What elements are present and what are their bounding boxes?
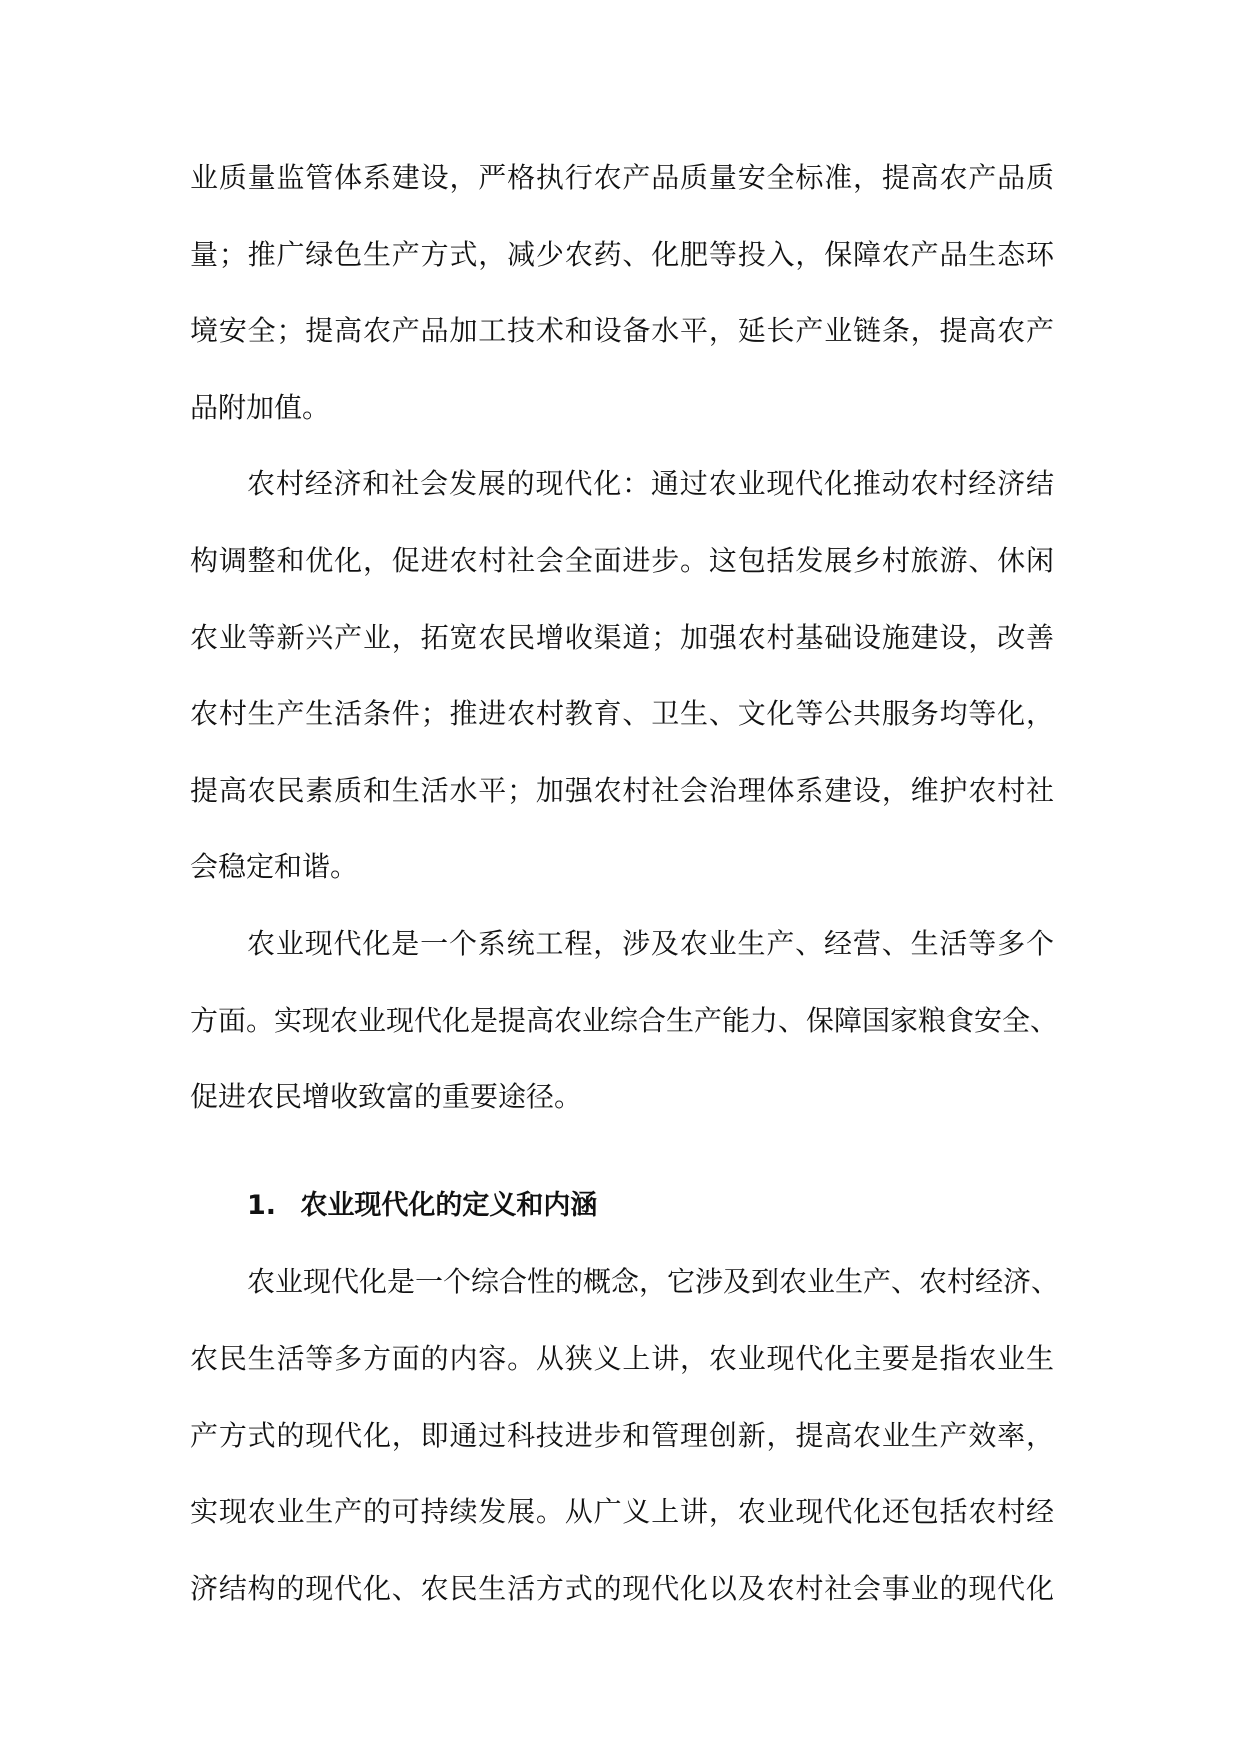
text-line: 农业现代化是一个综合性的概念，它涉及到农业生产、农村经济、 <box>247 1265 1060 1299</box>
text-line: 农业现代化是一个系统工程，涉及农业生产、经营、生活等多个 <box>247 926 1054 960</box>
section-title: 农业现代化的定义和内涵 <box>300 1189 598 1221</box>
section-number: 1. <box>247 1189 277 1221</box>
text-line: 量；推广绿色生产方式，减少农药、化肥等投入，保障农产品生态环 <box>190 237 1054 271</box>
text-line: 会稳定和谐。 <box>190 850 359 884</box>
text-line: 提高农民素质和生活水平；加强农村社会治理体系建设，维护农村社 <box>190 773 1054 807</box>
text-line: 构调整和优化，促进农村社会全面进步。这包括发展乡村旅游、休闲 <box>190 543 1054 577</box>
text-line: 品附加值。 <box>190 390 331 424</box>
paragraph-rural-development <box>190 446 1054 906</box>
text-line: 促进农民增收致富的重要途径。 <box>190 1080 583 1114</box>
page-body <box>190 140 1060 1627</box>
section-heading <box>190 1168 1054 1245</box>
text-line: 境安全；提高农产品加工技术和设备水平，延长产业链条，提高农产 <box>190 314 1054 348</box>
text-line: 方面。实现农业现代化是提高农业综合生产能力、保障国家粮食安全、 <box>190 1003 1059 1037</box>
text-line: 农村生产生活条件；推进农村教育、卫生、文化等公共服务均等化， <box>190 697 1054 731</box>
paragraph-system-engineering <box>190 906 1059 1136</box>
text-line: 农村经济和社会发展的现代化：通过农业现代化推动农村经济结 <box>247 467 1054 501</box>
paragraph-quality <box>190 140 1054 446</box>
text-line: 业质量监管体系建设，严格执行农产品质量安全标准，提高农产品质 <box>190 161 1054 194</box>
text-line: 济结构的现代化、农民生活方式的现代化以及农村社会事业的现代化 <box>190 1571 1054 1605</box>
text-line: 实现农业生产的可持续发展。从广义上讲，农业现代化还包括农村经 <box>190 1495 1054 1529</box>
text-line: 产方式的现代化，即通过科技进步和管理创新，提高农业生产效率， <box>190 1418 1054 1452</box>
text-line: 农业等新兴产业，拓宽农民增收渠道；加强农村基础设施建设，改善 <box>190 620 1054 654</box>
text-line: 农民生活等多方面的内容。从狭义上讲，农业现代化主要是指农业生 <box>190 1341 1054 1375</box>
paragraph-definition <box>190 1244 1060 1627</box>
